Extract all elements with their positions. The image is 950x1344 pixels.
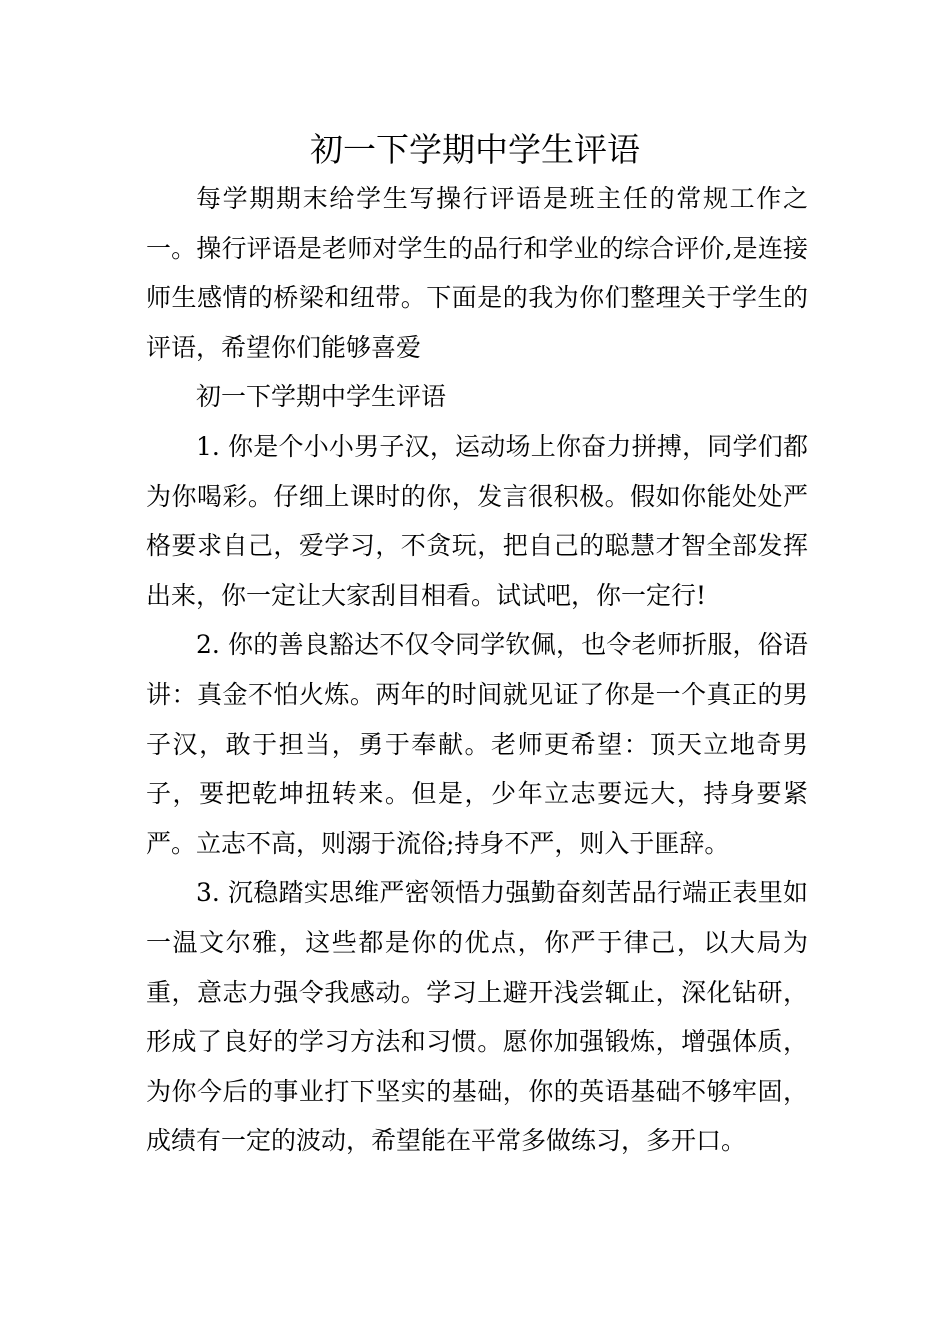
comment-paragraph-3: 3. 沉稳踏实思维严密领悟力强勤奋刻苦品行端正表里如一温文尔雅，这些都是你的优点，你严于律己，以大局为重，意志力强令我感动。学习上避开浅尝辄止，深化钻研，形成了良好的学习方法和习惯。愿你加强锻炼，增强体质，为你今后的事业打下坚实的基础，你的英语基础不够牢固，成绩有一定的波动，希望能在平常多做练习，多开口。	[146, 878, 808, 1156]
intro-paragraph: 每学期期末给学生写操行评语是班主任的常规工作之一。操行评语是老师对学生的品行和学业的综合评价,是连接师生感情的桥梁和纽带。下面是的我为你们整理关于学生的评语，希望你们能够喜爱	[146, 184, 808, 362]
document-title: 初一下学期中学生评语	[310, 130, 640, 169]
comment-paragraph-2: 2. 你的善良豁达不仅令同学钦佩，也令老师折服，俗语讲：真金不怕火炼。两年的时间就见证了你是一个真正的男子汉，敢于担当，勇于奉献。老师更希望：顶天立地奇男子，要把乾坤扭转来。但是，少年立志要远大，持身要紧严。立志不高，则溺于流俗;持身不严，则入于匪辞。	[146, 630, 808, 858]
document-body	[146, 174, 808, 1166]
section-heading: 初一下学期中学生评语	[196, 382, 447, 412]
comment-paragraph-1: 1. 你是个小小男子汉，运动场上你奋力拼搏，同学们都为你喝彩。仔细上课时的你，发言很积极。假如你能处处严格要求自己，爱学习，不贪玩，把自己的聪慧才智全部发挥出来，你一定让大家刮目相看。试试吧，你一定行!	[146, 431, 808, 610]
